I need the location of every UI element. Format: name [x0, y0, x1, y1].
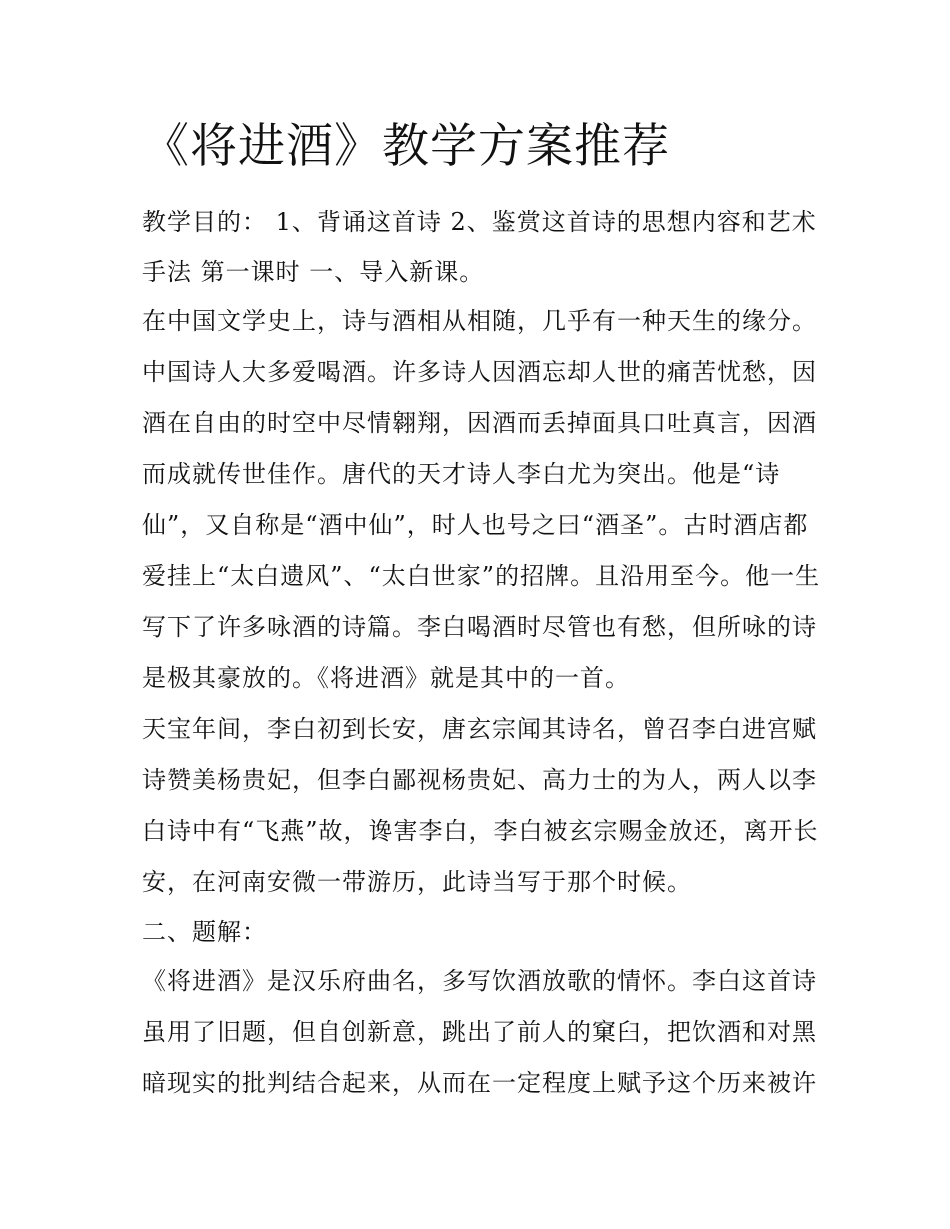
document-body	[142, 197, 821, 1109]
document-title: 《将进酒》教学方案推荐	[142, 119, 670, 174]
text-line-10: 是极其豪放的。《将进酒》就是其中的一首。	[142, 664, 630, 692]
text-line-13: 白诗中有“飞燕”故，谗害李白，李白被玄宗赐金放还，离开长	[142, 817, 819, 845]
text-line-3: 在中国文学史上，诗与酒相从相随，几乎有一种天生的缘分。	[142, 307, 817, 335]
text-line-12: 诗赞美杨贵妃，但李白鄙视杨贵妃、高力士的为人，两人以李	[142, 766, 817, 794]
text-line-7: 仙”，又自称是“酒中仙”，时人也号之曰“酒圣”。古时酒店都	[142, 511, 809, 539]
text-line-14: 安，在河南安微一带游历，此诗当写于那个时候。	[142, 868, 692, 896]
text-line-6: 而成就传世佳作。唐代的天才诗人李白尤为突出。他是“诗	[142, 460, 781, 488]
text-line-18: 暗现实的批判结合起来，从而在一定程度上赋予这个历来被许	[142, 1069, 817, 1097]
text-line-8: 爱挂上“太白遗风”、“太白世家”的招牌。且沿用至今。他一生	[142, 562, 821, 590]
text-line-9: 写下了许多咏酒的诗篇。李白喝酒时尽管也有愁，但所咏的诗	[142, 613, 817, 641]
text-line-4: 中国诗人大多爱喝酒。许多诗人因酒忘却人世的痛苦忧愁，因	[142, 358, 817, 386]
text-line-1: 教学目的： 1、背诵这首诗 2、鉴赏这首诗的思想内容和艺术	[142, 208, 817, 236]
text-line-16: 《将进酒》是汉乐府曲名，多写饮酒放歌的情怀。李白这首诗	[142, 967, 817, 995]
text-line-2: 手法 第一课时 一、导入新课。	[142, 258, 485, 286]
text-line-11: 天宝年间，李白初到长安，唐玄宗闻其诗名，曾召李白进宫赋	[142, 715, 817, 743]
text-line-5: 酒在自由的时空中尽情翱翔，因酒而丢掉面具口吐真言，因酒	[142, 409, 817, 437]
text-line-17: 虽用了旧题，但自创新意，跳出了前人的窠臼，把饮酒和对黑	[142, 1018, 817, 1046]
text-line-15: 二、题解：	[142, 918, 267, 946]
